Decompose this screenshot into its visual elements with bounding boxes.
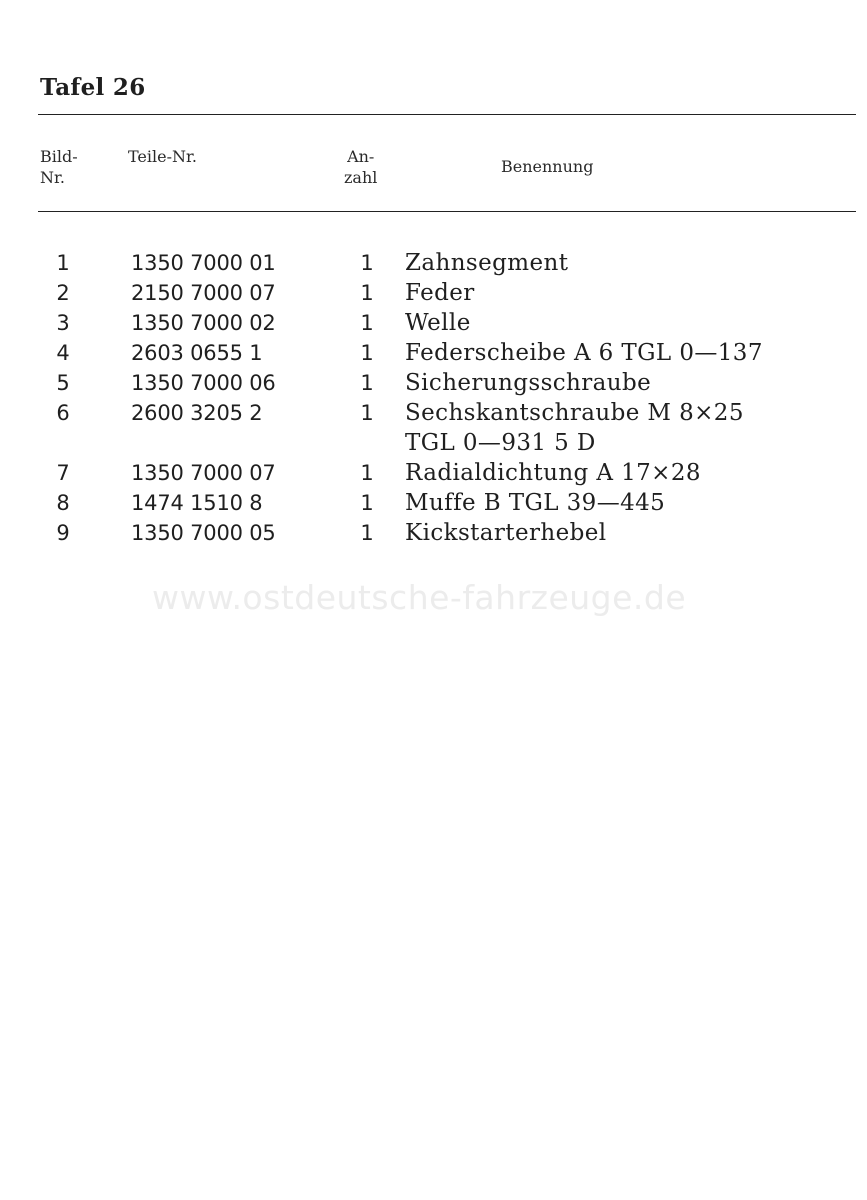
bild-nr-cell: 1 [56, 251, 70, 275]
column-header-anzahl [344, 146, 377, 188]
anzahl-cell: 1 [360, 371, 374, 395]
anzahl-cell: 1 [360, 401, 374, 425]
table-row [0, 308, 867, 338]
benennung-cell [405, 518, 606, 548]
table-row [0, 398, 867, 458]
anzahl-cell: 1 [360, 311, 374, 335]
bild-nr-cell: 6 [56, 401, 70, 425]
benennung-line: Muffe B TGL 39—445 [405, 490, 666, 516]
column-header-teile-nr: Teile-Nr. [128, 147, 197, 166]
table-row [0, 278, 867, 308]
header-bild-line1: Bild- [40, 147, 78, 166]
page-title: Tafel 26 [40, 74, 146, 101]
table-row [0, 248, 867, 278]
table-row [0, 488, 867, 518]
bild-nr-cell: 7 [56, 461, 70, 485]
benennung-line: Zahnsegment [405, 250, 569, 276]
bild-nr-cell: 8 [56, 491, 70, 515]
anzahl-cell: 1 [360, 491, 374, 515]
benennung-line: Federscheibe A 6 TGL 0—137 [405, 340, 763, 366]
anzahl-cell: 1 [360, 251, 374, 275]
benennung-cell [405, 488, 665, 518]
benennung-cell [405, 308, 471, 338]
header-anzahl-line2: zahl [344, 168, 378, 187]
bild-nr-cell: 2 [56, 281, 70, 305]
teile-nr-cell: 1350 7000 06 [131, 371, 276, 395]
header-bild-line2: Nr. [40, 168, 65, 187]
teile-nr-cell: 2603 0655 1 [131, 341, 263, 365]
anzahl-cell: 1 [360, 341, 374, 365]
benennung-line: Radialdichtung A 17×28 [405, 460, 701, 486]
benennung-cell [405, 338, 763, 368]
benennung-cell [405, 278, 475, 308]
table-row [0, 368, 867, 398]
bild-nr-cell: 4 [56, 341, 70, 365]
teile-nr-cell: 2150 7000 07 [131, 281, 276, 305]
column-header-benennung: Benennung [501, 157, 594, 176]
bild-nr-cell: 3 [56, 311, 70, 335]
benennung-line: Feder [405, 280, 475, 306]
teile-nr-cell: 1350 7000 02 [131, 311, 276, 335]
anzahl-cell: 1 [360, 281, 374, 305]
bild-nr-cell: 5 [56, 371, 70, 395]
benennung-cell [405, 458, 701, 488]
top-rule [38, 114, 856, 115]
benennung-cell [405, 398, 744, 458]
teile-nr-cell: 1350 7000 07 [131, 461, 276, 485]
benennung-line: Sicherungsschraube [405, 370, 652, 396]
teile-nr-cell: 1474 1510 8 [131, 491, 263, 515]
benennung-line: Welle [405, 310, 471, 336]
column-header-bild-nr [40, 146, 78, 188]
header-rule [38, 211, 856, 212]
benennung-line: Sechskantschraube M 8×25 [405, 400, 744, 426]
bild-nr-cell: 9 [56, 521, 70, 545]
anzahl-cell: 1 [360, 461, 374, 485]
parts-table [0, 248, 867, 548]
benennung-line: Kickstarterhebel [405, 520, 607, 546]
teile-nr-cell: 1350 7000 01 [131, 251, 276, 275]
benennung-cell [405, 248, 568, 278]
benennung-line: TGL 0—931 5 D [405, 430, 596, 456]
table-row [0, 338, 867, 368]
teile-nr-cell: 1350 7000 05 [131, 521, 276, 545]
watermark: www.ostdeutsche-fahrzeuge.de [152, 578, 687, 617]
anzahl-cell: 1 [360, 521, 374, 545]
benennung-cell [405, 368, 651, 398]
header-anzahl-line1: An- [347, 147, 375, 166]
table-row [0, 518, 867, 548]
table-row [0, 458, 867, 488]
teile-nr-cell: 2600 3205 2 [131, 401, 263, 425]
